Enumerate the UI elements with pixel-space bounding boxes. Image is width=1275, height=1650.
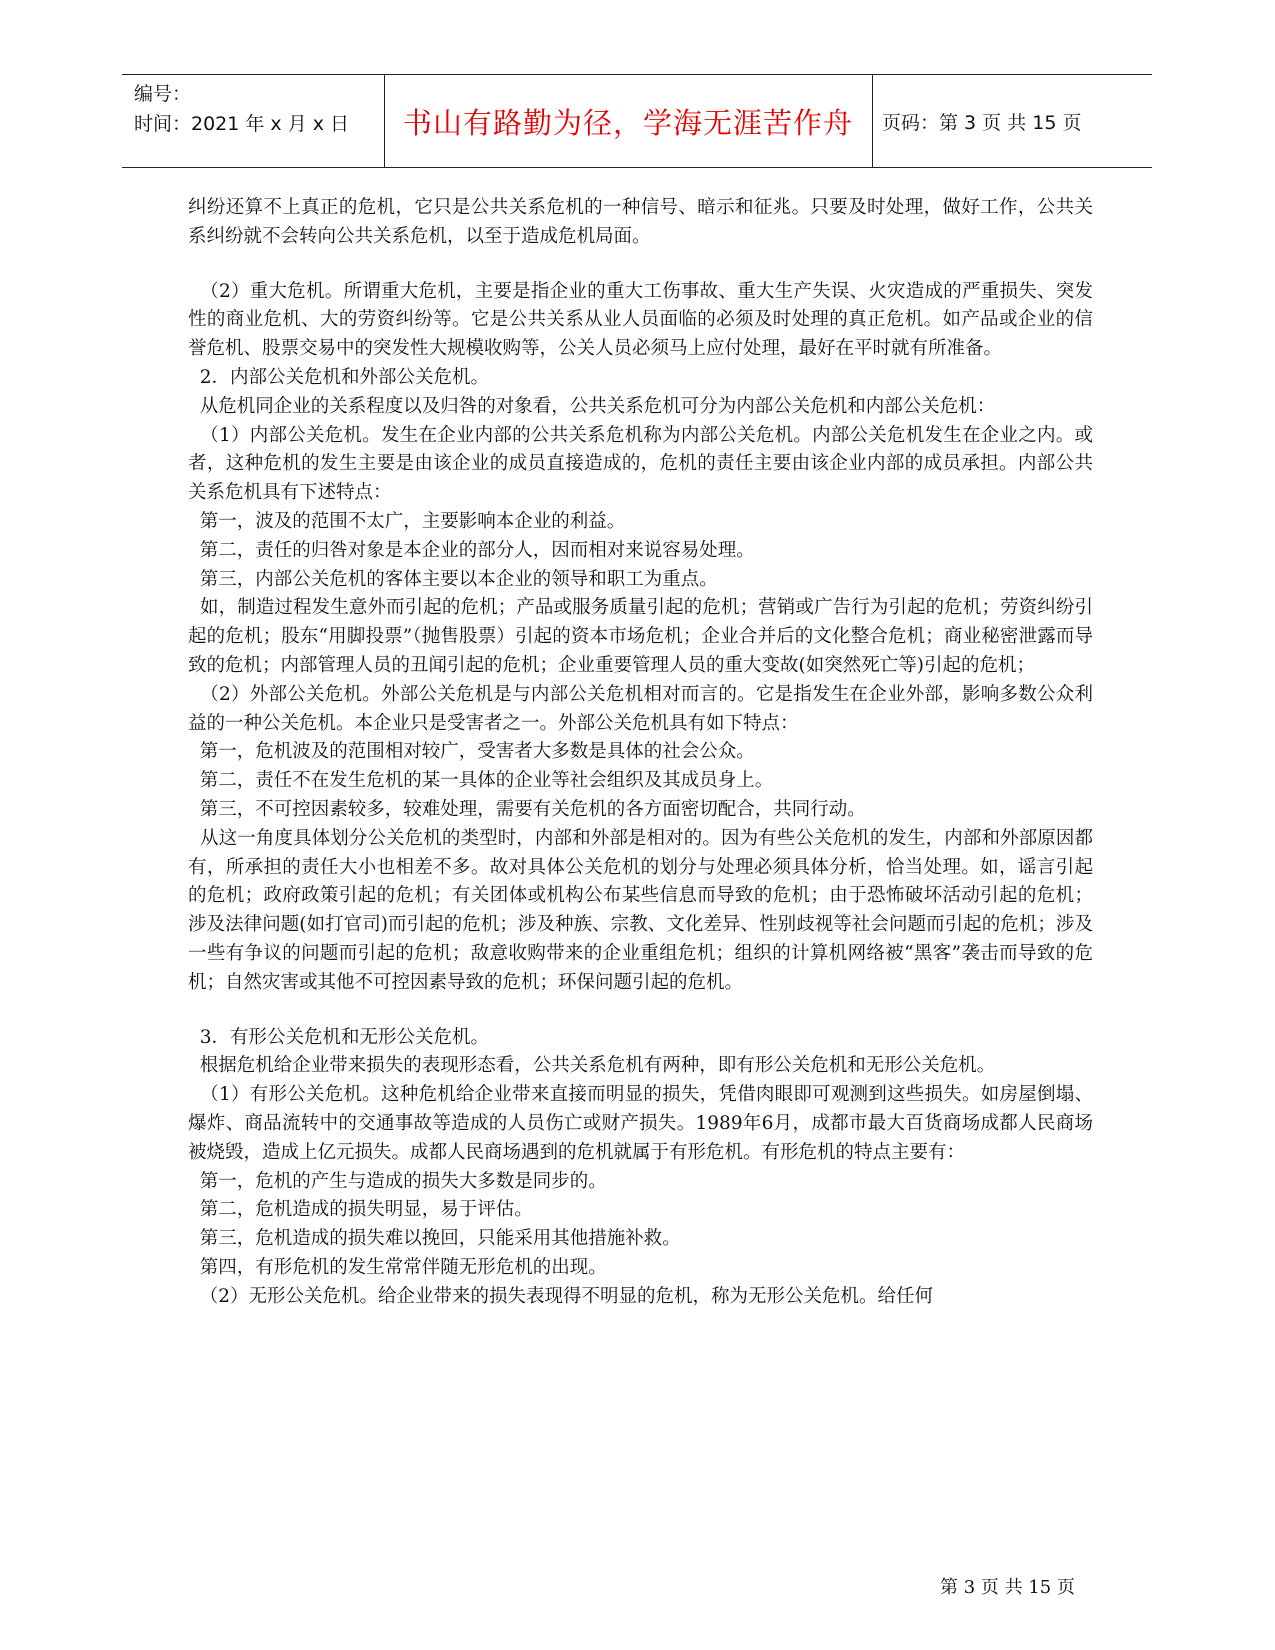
paragraph: 从这一角度具体划分公关危机的类型时，内部和外部是相对的。因为有些公关危机的发生，内部和外部原因都有，所承担的责任大小也相差不多。故对具体公关危机的划分与处理必须具体分析，恰当处理。如，谣言引起的危机；政府政策引起的危机；有关团体或机构公布某些信息而导致的危机；由于恐怖破坏活动引起的危机；涉及法律问题(如打官司)而引起的危机；涉及种族、宗教、文化差异、性别歧视等社会问题而引起的危机；涉及一些有争议的问题而引起的危机；敌意收购带来的企业重组危机；组织的计算机网络被“黑客”袭击而导致的危机；自然灾害或其他不可控因素导致的危机；环保问题引起的危机。 [188, 827, 1093, 993]
paragraph: 纠纷还算不上真正的危机，它只是公共关系危机的一种信号、暗示和征兆。只要及时处理，做好工作，公共关系纠纷就不会转向公共关系危机，以至于造成危机局面。 [188, 197, 1093, 247]
paragraph: 从危机同企业的关系程度以及归咎的对象看，公共关系危机可分为内部公关危机和内部公关危机： [188, 395, 996, 417]
list-item: 第一，波及的范围不太广，主要影响本企业的利益。 [188, 510, 626, 532]
paragraph: 根据危机给企业带来损失的表现形态看，公共关系危机有两种，即有形公关危机和无形公关危机。 [188, 1055, 996, 1077]
list-item: 第四，有形危机的发生常常伴随无形危机的出现。 [188, 1256, 607, 1278]
header-motto-cell [384, 75, 873, 167]
list-item: 第二，责任不在发生危机的某一具体的企业等社会组织及其成员身上。 [188, 770, 774, 792]
paragraph: （2）无形公关危机。给企业带来的损失表现得不明显的危机，称为无形公关危机。给任何 [188, 1285, 934, 1307]
page-footer: 第 3 页 共 15 页 [940, 1577, 1075, 1598]
paragraph: （2）外部公关危机。外部公关危机是与内部公关危机相对而言的。它是指发生在企业外部，影响多数公众利益的一种公关危机。本企业只是受害者之一。外部公关危机具有如下特点： [188, 683, 1093, 734]
list-item: 第二，责任的归咎对象是本企业的部分人，因而相对来说容易处理。 [188, 539, 755, 561]
header-meta-cell [122, 75, 385, 167]
page-header [122, 74, 1152, 168]
list-item: 第三，不可控因素较多，较难处理，需要有关危机的各方面密切配合，共同行动。 [188, 798, 866, 820]
list-item: 第一，危机的产生与造成的损失大多数是同步的。 [188, 1170, 607, 1192]
paragraph: （2）重大危机。所谓重大危机，主要是指企业的重大工伤事故、重大生产失误、火灾造成的严重损失、突发性的商业危机、大的劳资纠纷等。它是公共关系从业人员面临的必须及时处理的真正危机。如产品或企业的信誉危机、股票交易中的突发性大规模收购等，公关人员必须马上应付处理，最好在平时就有所准备。 [188, 280, 1093, 360]
paragraph: （1）内部公关危机。发生在企业内部的公共关系危机称为内部公关危机。内部公关危机发生在企业之内。或者，这种危机的发生主要是由该企业的成员直接造成的，危机的责任主要由该企业内部的成员承担。内部公共关系危机具有下述特点： [188, 424, 1093, 504]
list-item: 第一，危机波及的范围相对较广，受害者大多数是具体的社会公众。 [188, 741, 755, 763]
list-item: 第三，内部公关危机的客体主要以本企业的领导和职工为重点。 [188, 568, 718, 590]
document-number-label: 编号： [134, 83, 192, 105]
header-motto: 书山有路勤为径，学海无涯苦作舟 [402, 105, 853, 140]
header-page-label: 页码：第 3 页 共 15 页 [882, 111, 1082, 134]
section-heading: 3．有形公关危机和无形公关危机。 [188, 1026, 490, 1048]
document-body [188, 194, 1093, 1311]
header-page-cell [872, 75, 1152, 167]
document-time-label: 时间：2021 年 x 月 x 日 [134, 113, 350, 135]
list-item: 第二，危机造成的损失明显，易于评估。 [188, 1199, 533, 1221]
paragraph: 如，制造过程发生意外而引起的危机；产品或服务质量引起的危机；营销或广告行为引起的危机；劳资纠纷引起的危机；股东“用脚投票”（抛售股票）引起的资本市场危机；企业合并后的文化整合危机；商业秘密泄露而导致的危机；内部管理人员的丑闻引起的危机；企业重要管理人员的重大变故(如突然死亡等)引起的危机； [188, 597, 1093, 676]
section-heading: 2．内部公关危机和外部公关危机。 [188, 366, 490, 388]
paragraph: （1）有形公关危机。这种危机给企业带来直接而明显的损失，凭借肉眼即可观测到这些损失。如房屋倒塌、爆炸、商品流转中的交通事故等造成的人员伤亡或财产损失。1989年6月，成都市最大百货商场成都人民商场被烧毁，造成上亿元损失。成都人民商场遇到的危机就属于有形危机。有形危机的特点主要有： [188, 1084, 1093, 1163]
list-item: 第三，危机造成的损失难以挽回，只能采用其他措施补救。 [188, 1228, 681, 1250]
